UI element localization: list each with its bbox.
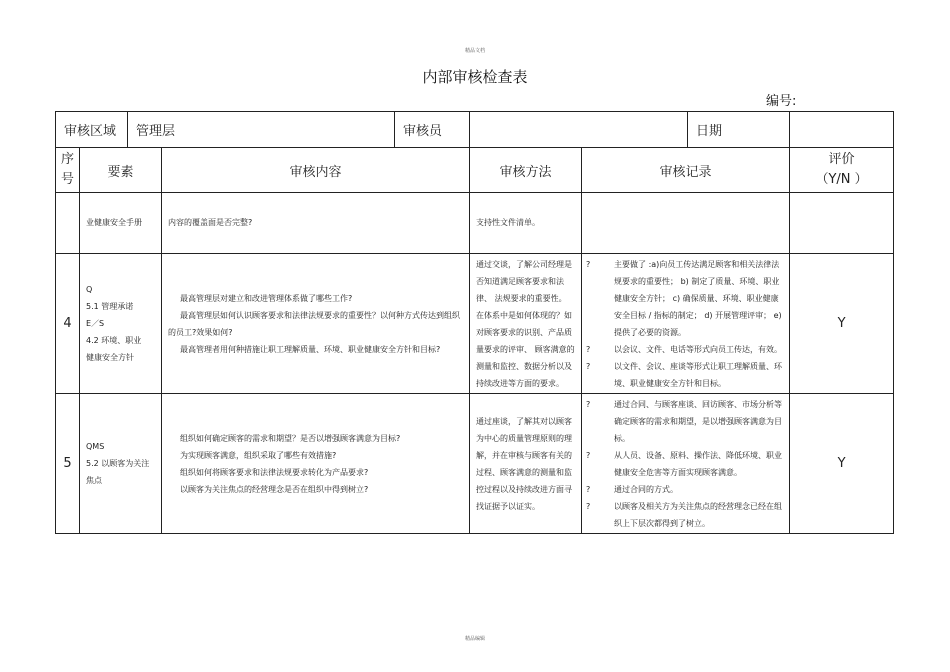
record-text: 通过合同、与顾客座谈、回访顾客、市场分析等确定顾客的需求和期望，是以增强顾客满意为目标。 [614, 399, 783, 443]
method-text: 支持性文件清单。 [476, 218, 541, 227]
header-eval [790, 148, 894, 193]
row-element [80, 394, 162, 534]
info-row [56, 112, 894, 148]
row-element [80, 193, 162, 254]
row-record [582, 254, 790, 394]
content-paragraph: 为实现顾客满意，组织采取了哪些有效措施? [180, 450, 337, 460]
element-line: 业健康安全手册 [86, 218, 142, 227]
record-bullet: ? [586, 344, 591, 354]
record-item [586, 481, 785, 498]
method-text: 通过座谈，了解其对以顾客为中心的质量管理原则的理解，并在审核与顾客有关的过程、顾客满意的测量和监控过程以及持续改进方面寻找证据予以证实。 [476, 416, 573, 511]
element-line: 5.2 以顾客为关注焦点 [86, 459, 150, 485]
page-title: 内部审核检查表 [422, 68, 528, 86]
header-eval-bottom: （Y/N ） [815, 172, 868, 187]
record-item [586, 358, 785, 392]
row-method [470, 254, 582, 394]
method-text: 通过交谈，了解公司经理是否知道满足顾客要求和法律、 法规要求的重要性。 在体系中是如何体现的？如对顾客要求的识别、产品质量要求的评审、 顾客满意的测量和监控、数据分析以及持续改进等方面的要求。 [476, 259, 575, 388]
record-text: 以会议、文件、电话等形式向员工传达，有效。 [614, 344, 783, 354]
row-eval [790, 193, 894, 254]
record-text: 主要做了 :a)向员工传达满足顾客和相关法律法规要求的重要性； b) 制定了质量、环境、职业健康安全方针； c) 确保质量、环境、职业健康安全目标 / 指标的制定； d) 开展管理评审； e) 提供了必要的资源。 [614, 259, 782, 337]
element-line: QMS [86, 442, 105, 451]
row-method [470, 193, 582, 254]
content-paragraph: 最高管理层如何认识顾客要求和法律法规要求的重要性？以何种方式传达到组织的员工?效果如何? [168, 310, 461, 337]
record-item [586, 341, 785, 358]
area-label: 审核区域 [56, 112, 128, 148]
record-item [586, 256, 785, 341]
row-content [162, 254, 470, 394]
element-line: 5.1 管理承诺 [86, 302, 134, 311]
row-content [162, 394, 470, 534]
code-label: 编号: [766, 94, 797, 109]
header-method: 审核方法 [470, 148, 582, 193]
header-element: 要素 [80, 148, 162, 193]
record-bullet: ? [586, 450, 591, 460]
table-row [56, 394, 894, 534]
element-line: 健康安全方针 [86, 353, 134, 362]
area-value: 管理层 [128, 112, 395, 148]
audit-checklist-table [55, 111, 894, 534]
row-number: 5 [56, 394, 80, 534]
auditor-label: 审核员 [395, 112, 470, 148]
element-line: 4.2 环境、职业 [86, 336, 142, 345]
date-value [790, 112, 894, 148]
row-number: 4 [56, 254, 80, 394]
record-text: 从人员、设备、原料、操作法、降低环境、职业健康安全危害等方面实现顾客满意。 [614, 450, 783, 477]
column-header-row [56, 148, 894, 193]
content-paragraph: 以顾客为关注焦点的经营理念是否在组织中得到树立? [180, 484, 369, 494]
record-item [586, 396, 785, 447]
record-text: 以文件、会议、座谈等形式让职工理解质量、环境、职业健康安全方针和目标。 [614, 361, 783, 388]
auditor-value [470, 112, 688, 148]
row-content [162, 193, 470, 254]
record-bullet: ? [586, 399, 591, 409]
header-eval-top: 评价 [828, 152, 855, 167]
record-item [586, 498, 785, 532]
header-record: 审核记录 [582, 148, 790, 193]
row-record [582, 193, 790, 254]
row-number [56, 193, 80, 254]
record-text: 通过合同的方式。 [614, 484, 679, 494]
row-record [582, 394, 790, 534]
date-label: 日期 [688, 112, 790, 148]
record-bullet: ? [586, 259, 591, 269]
header-seq [56, 148, 80, 193]
row-element [80, 254, 162, 394]
record-bullet: ? [586, 361, 591, 371]
header-note: 精品文档 [464, 48, 485, 54]
header-seq-bottom: 号 [60, 172, 74, 187]
record-item [586, 447, 785, 481]
element-line: Q [86, 285, 93, 294]
footer-note: 精品编辑 [464, 636, 485, 642]
content-paragraph: 最高管理层对建立和改进管理体系做了哪些工作? [180, 293, 353, 303]
row-method [470, 394, 582, 534]
table-row [56, 254, 894, 394]
record-bullet: ? [586, 484, 591, 494]
table-row [56, 193, 894, 254]
content-paragraph: 组织如何确定顾客的需求和期望？是否以增强顾客满意为目标? [180, 433, 401, 443]
record-bullet: ? [586, 501, 591, 511]
row-eval: Y [790, 394, 894, 534]
content-paragraph: 最高管理者用何种措施让职工理解质量、环境、职业健康安全方针和目标? [180, 344, 441, 354]
record-text: 以顾客及相关方为关注焦点的经营理念已经在组织上下层次都得到了树立。 [614, 501, 783, 528]
header-seq-top: 序 [60, 152, 74, 167]
header-content: 审核内容 [162, 148, 470, 193]
content-paragraph: 内容的覆盖面是否完整? [168, 218, 253, 227]
content-paragraph: 组织如何将顾客要求和法律法规要求转化为产品要求? [180, 467, 369, 477]
row-eval: Y [790, 254, 894, 394]
element-line: E／S [86, 319, 105, 328]
